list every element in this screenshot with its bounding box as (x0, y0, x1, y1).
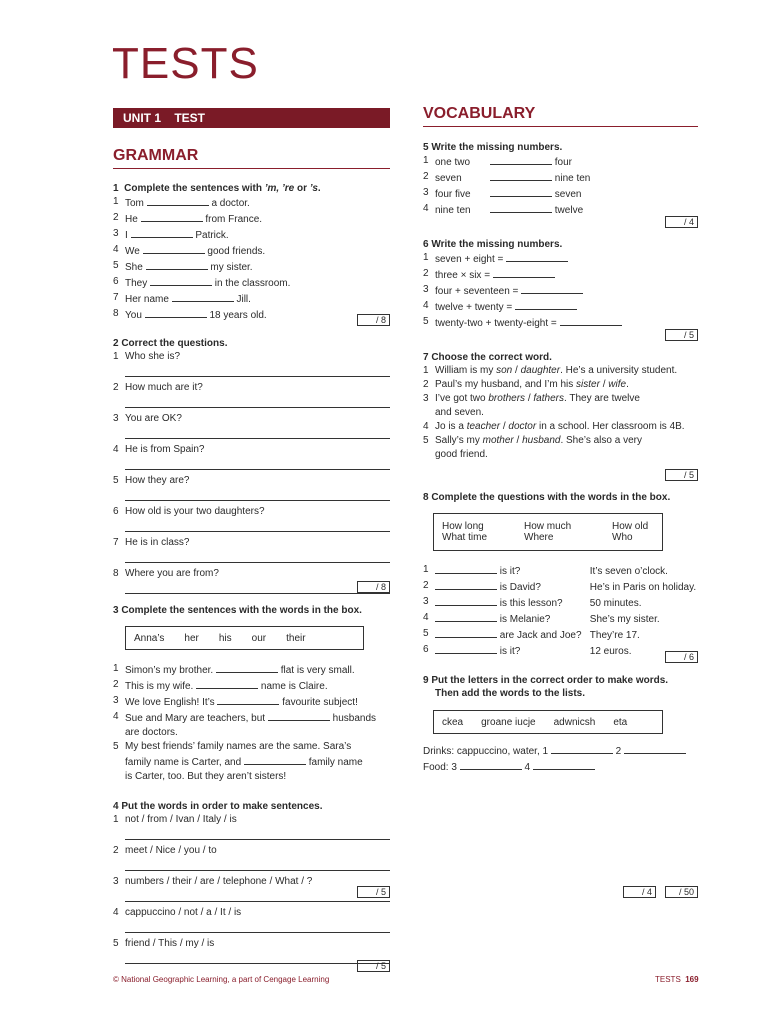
item-number: 5 (113, 475, 119, 486)
list-item: 2 This is my wife. name is Claire. (113, 679, 328, 692)
item-number: 5 (113, 938, 119, 949)
answer-blank[interactable] (435, 595, 497, 606)
item-text: I (125, 230, 128, 241)
list-item (423, 595, 698, 611)
answer-blank[interactable] (460, 759, 522, 770)
item-text: nine ten (435, 205, 471, 216)
word-box-item: eta (613, 716, 628, 728)
item-text: You are OK? (125, 413, 182, 424)
word-box-item: his (218, 632, 232, 644)
question-9-score[interactable]: / 4 (623, 886, 656, 898)
item-number: 5 (423, 628, 429, 639)
item-number: 2 (113, 382, 119, 393)
question-8-items (423, 563, 698, 659)
question-1-score[interactable]: / 8 (357, 314, 390, 326)
word-box-item: adwnicsh (553, 716, 596, 728)
list-item (113, 291, 390, 307)
item-number: 5 (113, 260, 119, 271)
item-text: are Jack and Joe? (499, 630, 582, 641)
answer-blank[interactable] (506, 251, 568, 262)
word-box-item: How old (612, 521, 649, 532)
answer-line[interactable] (125, 488, 390, 501)
drinks-line: Drinks: cappuccino, water, 1 2 (423, 743, 698, 759)
word-box-item: their (286, 632, 306, 644)
list-item (113, 844, 390, 858)
item-number: 4 (113, 244, 119, 255)
list-item (113, 211, 390, 227)
item-text: twelve + twenty = (435, 302, 513, 313)
list-item (113, 381, 390, 395)
answer-line[interactable] (125, 364, 390, 377)
item-text: It’s seven o’clock. (589, 566, 668, 577)
total-score[interactable]: / 50 (665, 886, 698, 898)
item-text: numbers / their / are / telephone / What / ? (125, 876, 313, 887)
item-number: 8 (113, 568, 119, 579)
item-text: He is from Spain? (125, 444, 205, 455)
item-number: 3 (113, 228, 119, 239)
answer-blank[interactable] (624, 743, 686, 754)
item-number: 1 (423, 252, 429, 263)
item-number: 1 (113, 814, 119, 825)
item-text: is Melanie? (499, 614, 551, 625)
answer-line[interactable] (125, 920, 390, 933)
grammar-heading: GRAMMAR (113, 146, 390, 169)
answer-blank[interactable] (244, 754, 306, 765)
question-3-items (113, 662, 390, 784)
question-9-title: 9 Put the letters in the correct order to make words. Then add the words to the lists. (423, 675, 669, 699)
item-text: twelve (554, 205, 584, 216)
item-text: good friends. (207, 246, 266, 257)
item-number: 3 (423, 596, 429, 607)
item-number: 3 (423, 187, 429, 198)
item-text: is it? (499, 566, 521, 577)
question-3-word-box (125, 626, 364, 650)
list-item (113, 906, 390, 920)
list-item: 1 Simon’s my brother. flat is very small. (113, 663, 355, 676)
list-item (423, 251, 698, 267)
list-item (113, 275, 390, 291)
answer-line[interactable] (125, 581, 390, 594)
list-item (113, 536, 390, 550)
item-text: seven (554, 189, 582, 200)
list-item (423, 267, 698, 283)
answer-line[interactable] (125, 457, 390, 470)
answer-blank[interactable] (515, 299, 577, 310)
item-text: Tom (125, 198, 144, 209)
question-2-title: 2 Correct the questions. (113, 338, 228, 349)
question-6-items (423, 251, 698, 331)
answer-line[interactable] (125, 889, 390, 902)
item-text: a doctor. (211, 198, 250, 209)
question-5-items (423, 154, 698, 218)
list-item (423, 202, 698, 218)
page-title: TESTS (112, 39, 259, 88)
question-6 (423, 238, 698, 340)
word-box-item: Where (524, 532, 554, 543)
answer-line[interactable] (125, 858, 390, 871)
item-text: How they are? (125, 475, 190, 486)
item-number: 8 (113, 308, 119, 319)
list-item (423, 579, 698, 595)
item-text: 18 years old. (209, 310, 267, 321)
answer-blank[interactable] (143, 243, 205, 254)
item-text: one two (435, 157, 471, 168)
question-3-score[interactable]: / 5 (357, 886, 390, 898)
list-item (423, 154, 698, 170)
list-item: 3 We love English! It’s favourite subject! (113, 695, 358, 708)
item-number: 1 (113, 196, 119, 207)
answer-blank[interactable] (216, 662, 278, 673)
item-text: four + seventeen = (435, 286, 519, 297)
item-text: They’re 17. (589, 630, 640, 641)
list-item (113, 813, 390, 827)
item-text: four five (435, 189, 471, 200)
answer-blank[interactable] (435, 643, 497, 654)
item-number: 2 (113, 212, 119, 223)
list-item: 2 Paul’s my husband, and I’m his sister / wife. (423, 379, 629, 390)
item-number: 5 (423, 316, 429, 327)
question-7-score[interactable]: / 5 (665, 469, 698, 481)
answer-blank[interactable] (551, 743, 613, 754)
list-item (113, 875, 390, 889)
list-item (113, 443, 390, 457)
list-item (113, 505, 390, 519)
item-text: twenty-two + twenty-eight = (435, 318, 557, 329)
item-text: She (125, 262, 143, 273)
word-box-item: Who (612, 532, 633, 543)
answer-blank[interactable] (490, 154, 552, 165)
list-item (423, 186, 698, 202)
answer-blank[interactable] (435, 579, 497, 590)
question-5-title: 5 Write the missing numbers. (423, 142, 563, 153)
list-item (113, 259, 390, 275)
item-number: 6 (113, 506, 119, 517)
answer-blank[interactable] (268, 710, 330, 721)
item-text: three × six = (435, 270, 491, 281)
list-item (423, 170, 698, 186)
item-text: Patrick. (195, 230, 229, 241)
copyright-footer: © National Geographic Learning, a part of Cengage Learning (113, 975, 330, 984)
answer-blank[interactable] (145, 307, 207, 318)
item-number: 1 (423, 155, 429, 166)
item-number: 2 (113, 845, 119, 856)
word-box-row (442, 521, 648, 532)
item-text: You (125, 310, 142, 321)
answer-blank[interactable] (217, 694, 279, 705)
question-4 (113, 800, 390, 971)
item-text: He’s in Paris on holiday. (589, 582, 697, 593)
question-3-title: 3 Complete the sentences with the words in the box. (113, 605, 362, 616)
list-item: 5 My best friends’ family names are the same. Sara’s family name is Carter, and family name is Carter, too. But they aren’t sisters! (113, 741, 363, 782)
item-number: 4 (113, 444, 119, 455)
item-text: friend / This / my / is (125, 938, 215, 949)
item-text: cappuccino / not / a / It / is (125, 907, 242, 918)
question-7 (423, 351, 698, 480)
word-box-item: groane iucje (481, 716, 536, 728)
question-8-title: 8 Complete the questions with the words in the box. (423, 492, 671, 503)
item-text: How much are it? (125, 382, 203, 393)
item-text: 12 euros. (589, 646, 632, 657)
answer-blank[interactable] (521, 283, 583, 294)
list-item (423, 315, 698, 331)
item-text: nine ten (554, 173, 591, 184)
item-number: 3 (113, 413, 119, 424)
answer-blank[interactable] (131, 227, 193, 238)
list-item (423, 627, 698, 643)
question-7-title: 7 Choose the correct word. (423, 352, 552, 363)
item-text: not / from / Ivan / Italy / is (125, 814, 237, 825)
item-text: They (125, 278, 148, 289)
item-text: seven + eight = (435, 254, 504, 265)
word-box-item: What time (442, 532, 488, 543)
item-number: 4 (423, 203, 429, 214)
question-2 (113, 337, 390, 598)
item-text: Where you are from? (125, 568, 219, 579)
list-item (113, 243, 390, 259)
item-text: is it? (499, 646, 521, 657)
answer-line[interactable] (125, 951, 390, 964)
item-text: from France. (205, 214, 263, 225)
word-box-row (442, 532, 633, 543)
list-item (113, 412, 390, 426)
answer-blank[interactable] (490, 186, 552, 197)
list-item (113, 307, 390, 323)
list-item (113, 567, 390, 581)
answer-blank[interactable] (172, 291, 234, 302)
word-box-item: How much (524, 521, 572, 532)
item-text: is this lesson? (499, 598, 563, 609)
list-item (423, 283, 698, 299)
list-item: 3 I’ve got two brothers / fathers. They are twelve and seven. (423, 393, 640, 418)
list-item (113, 350, 390, 364)
answer-blank[interactable] (146, 259, 208, 270)
item-text: Her name (125, 294, 169, 305)
word-box-item: Anna’s (134, 632, 165, 644)
list-item (423, 643, 698, 659)
item-number: 3 (113, 876, 119, 887)
answer-blank[interactable] (493, 267, 555, 278)
item-text: is David? (499, 582, 541, 593)
answer-blank[interactable] (533, 759, 595, 770)
item-number: 7 (113, 292, 119, 303)
item-number: 2 (423, 171, 429, 182)
item-text: We (125, 246, 140, 257)
answer-blank[interactable] (150, 275, 212, 286)
item-number: 6 (423, 644, 429, 655)
question-4-items (113, 813, 390, 964)
question-2-items (113, 350, 390, 594)
vocabulary-heading: VOCABULARY (423, 104, 698, 127)
list-item (113, 937, 390, 951)
list-item: 1 William is my son / daughter. He’s a university student. (423, 365, 678, 376)
item-text: She’s my sister. (589, 614, 660, 625)
item-text: How old is your two daughters? (125, 506, 265, 517)
item-number: 2 (423, 268, 429, 279)
question-4-score[interactable]: / 5 (357, 960, 390, 972)
question-1-title: 1 Complete the sentences with ’m, ’re or ’s. (113, 183, 321, 194)
question-2-score[interactable]: / 8 (357, 581, 390, 593)
word-box-item: her (184, 632, 199, 644)
item-number: 3 (423, 284, 429, 295)
word-box-item: How long (442, 521, 484, 532)
item-number: 4 (113, 907, 119, 918)
list-item (113, 227, 390, 243)
answer-blank[interactable] (196, 678, 258, 689)
list-item (113, 195, 390, 211)
answer-line[interactable] (125, 395, 390, 408)
answer-blank[interactable] (560, 315, 622, 326)
answer-blank[interactable] (435, 627, 497, 638)
list-item (423, 563, 698, 579)
item-text: 50 minutes. (589, 598, 642, 609)
answer-blank[interactable] (435, 563, 497, 574)
word-box-item: our (251, 632, 267, 644)
item-text: my sister. (210, 262, 253, 273)
item-text: He (125, 214, 138, 225)
item-text: He is in class? (125, 537, 190, 548)
list-item (113, 474, 390, 488)
question-5 (423, 141, 698, 227)
answer-blank[interactable] (147, 195, 209, 206)
answer-blank[interactable] (490, 170, 552, 181)
item-number: 1 (113, 351, 119, 362)
question-9-word-box (433, 710, 663, 734)
food-line: Food: 3 4 (423, 759, 698, 775)
answer-blank[interactable] (141, 211, 203, 222)
item-text: four (554, 157, 573, 168)
question-8 (423, 491, 698, 662)
right-column (423, 105, 698, 897)
item-text: in the classroom. (214, 278, 291, 289)
answer-blank[interactable] (435, 611, 497, 622)
question-4-title: 4 Put the words in order to make sentences. (113, 801, 323, 812)
item-number: 7 (113, 537, 119, 548)
list-item: 5 Sally’s my mother / husband. She’s also a very good friend. (423, 435, 642, 460)
question-6-title: 6 Write the missing numbers. (423, 239, 563, 250)
answer-line[interactable] (125, 550, 390, 563)
item-number: 2 (423, 580, 429, 591)
unit-bar: UNIT 1 TEST (113, 108, 390, 128)
question-6-score[interactable]: / 5 (665, 329, 698, 341)
question-1-items (113, 195, 390, 323)
item-number: 6 (113, 276, 119, 287)
item-text: meet / Nice / you / to (125, 845, 217, 856)
item-text: Jill. (236, 294, 251, 305)
answer-line[interactable] (125, 519, 390, 532)
item-text: Who she is? (125, 351, 181, 362)
question-5-score[interactable]: / 4 (665, 216, 698, 228)
page-footer: TESTS 169 (655, 975, 699, 984)
word-box-item: ckea (442, 716, 464, 728)
list-item (423, 299, 698, 315)
answer-line[interactable] (125, 827, 390, 840)
question-8-score[interactable]: / 6 (665, 651, 698, 663)
left-column (113, 108, 390, 971)
item-number: 1 (423, 564, 429, 575)
answer-blank[interactable] (490, 202, 552, 213)
item-text: seven (435, 173, 462, 184)
item-number: 4 (423, 300, 429, 311)
question-9 (423, 674, 698, 897)
answer-line[interactable] (125, 426, 390, 439)
question-1 (113, 182, 390, 323)
list-item: 4 Jo is a teacher / doctor in a school. Her classroom is 4B. (423, 421, 685, 432)
list-item (423, 611, 698, 627)
list-item: 4 Sue and Mary are teachers, but husbands are doctors. (113, 711, 377, 738)
question-8-word-box (433, 513, 663, 551)
item-number: 4 (423, 612, 429, 623)
